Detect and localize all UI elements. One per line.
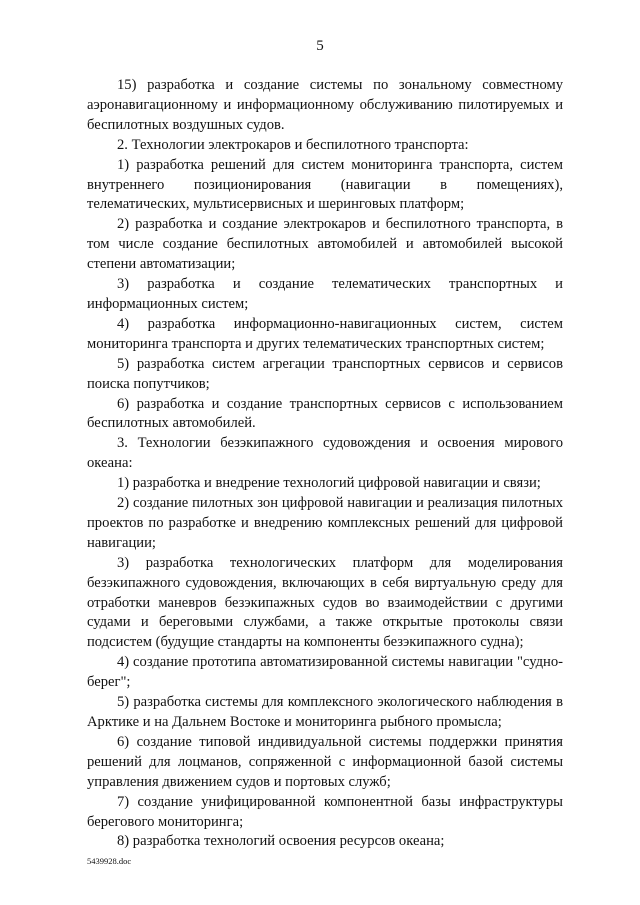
paragraph: 6) создание типовой индивидуальной системы поддержки принятия решений для лоцманов, сопряженной с информационной базой системы управления движением судов и портовых служб;	[87, 733, 563, 790]
paragraph: 5) разработка системы для комплексного экологического наблюдения в Арктике и на Дальнем Востоке и мониторинга рыбного промысла;	[87, 694, 563, 730]
paragraph: 8) разработка технологий освоения ресурсов океана;	[117, 833, 445, 850]
paragraph: 4) создание прототипа автоматизированной системы навигации "судно-берег";	[87, 654, 563, 691]
paragraph: 6) разработка и создание транспортных сервисов с использованием беспилотных автомобилей.	[87, 395, 563, 432]
paragraph: 5) разработка систем агрегации транспортных сервисов и сервисов поиска попутчиков;	[87, 355, 563, 392]
paragraph: 7) создание унифицированной компонентной базы инфраструктуры берегового мониторинга;	[87, 793, 563, 830]
paragraph: 2) создание пилотных зон цифровой навигации и реализация пилотных проектов по разработке и внедрению комплексных решений для цифровой навигации;	[87, 495, 563, 551]
paragraph: 15) разработка и создание системы по зональному совместному аэронавигационному и информационному обслуживанию пилотируемых и беспилотных воздушных судов.	[87, 77, 563, 133]
document-body	[87, 76, 563, 852]
paragraph: 3) разработка технологических платформ для моделирования безэкипажного судовождения, включающих в себя виртуальную среду для отработки маневров безэкипажных судов во взаимодействии с другими судами и береговыми службами, а также открытые протоколы связи подсистем (будущие стандарты на компоненты безэкипажного судна);	[87, 554, 563, 651]
section-heading: 2. Технологии электрокаров и беспилотного транспорта:	[117, 136, 469, 153]
paragraph: 4) разработка информационно-навигационных систем, систем мониторинга транспорта и других телематических транспортных систем;	[87, 315, 563, 352]
paragraph: 3) разработка и создание телематических транспортных и информационных систем;	[87, 276, 563, 312]
paragraph: 1) разработка и внедрение технологий цифровой навигации и связи;	[117, 475, 541, 492]
paragraph: 1) разработка решений для систем мониторинга транспорта, систем внутреннего позиционирования (навигации в помещениях), телематических, мультисервисных и шеринговых платформ;	[87, 156, 563, 213]
page-number: 5	[316, 38, 324, 54]
section-heading: 3. Технологии безэкипажного судовождения и освоения мирового океана:	[87, 435, 563, 472]
file-name-footer: 5439928.doc	[87, 856, 132, 866]
paragraph: 2) разработка и создание электрокаров и беспилотного транспорта, в том числе создание беспилотных автомобилей и автомобилей высокой степени автоматизации;	[87, 216, 563, 273]
